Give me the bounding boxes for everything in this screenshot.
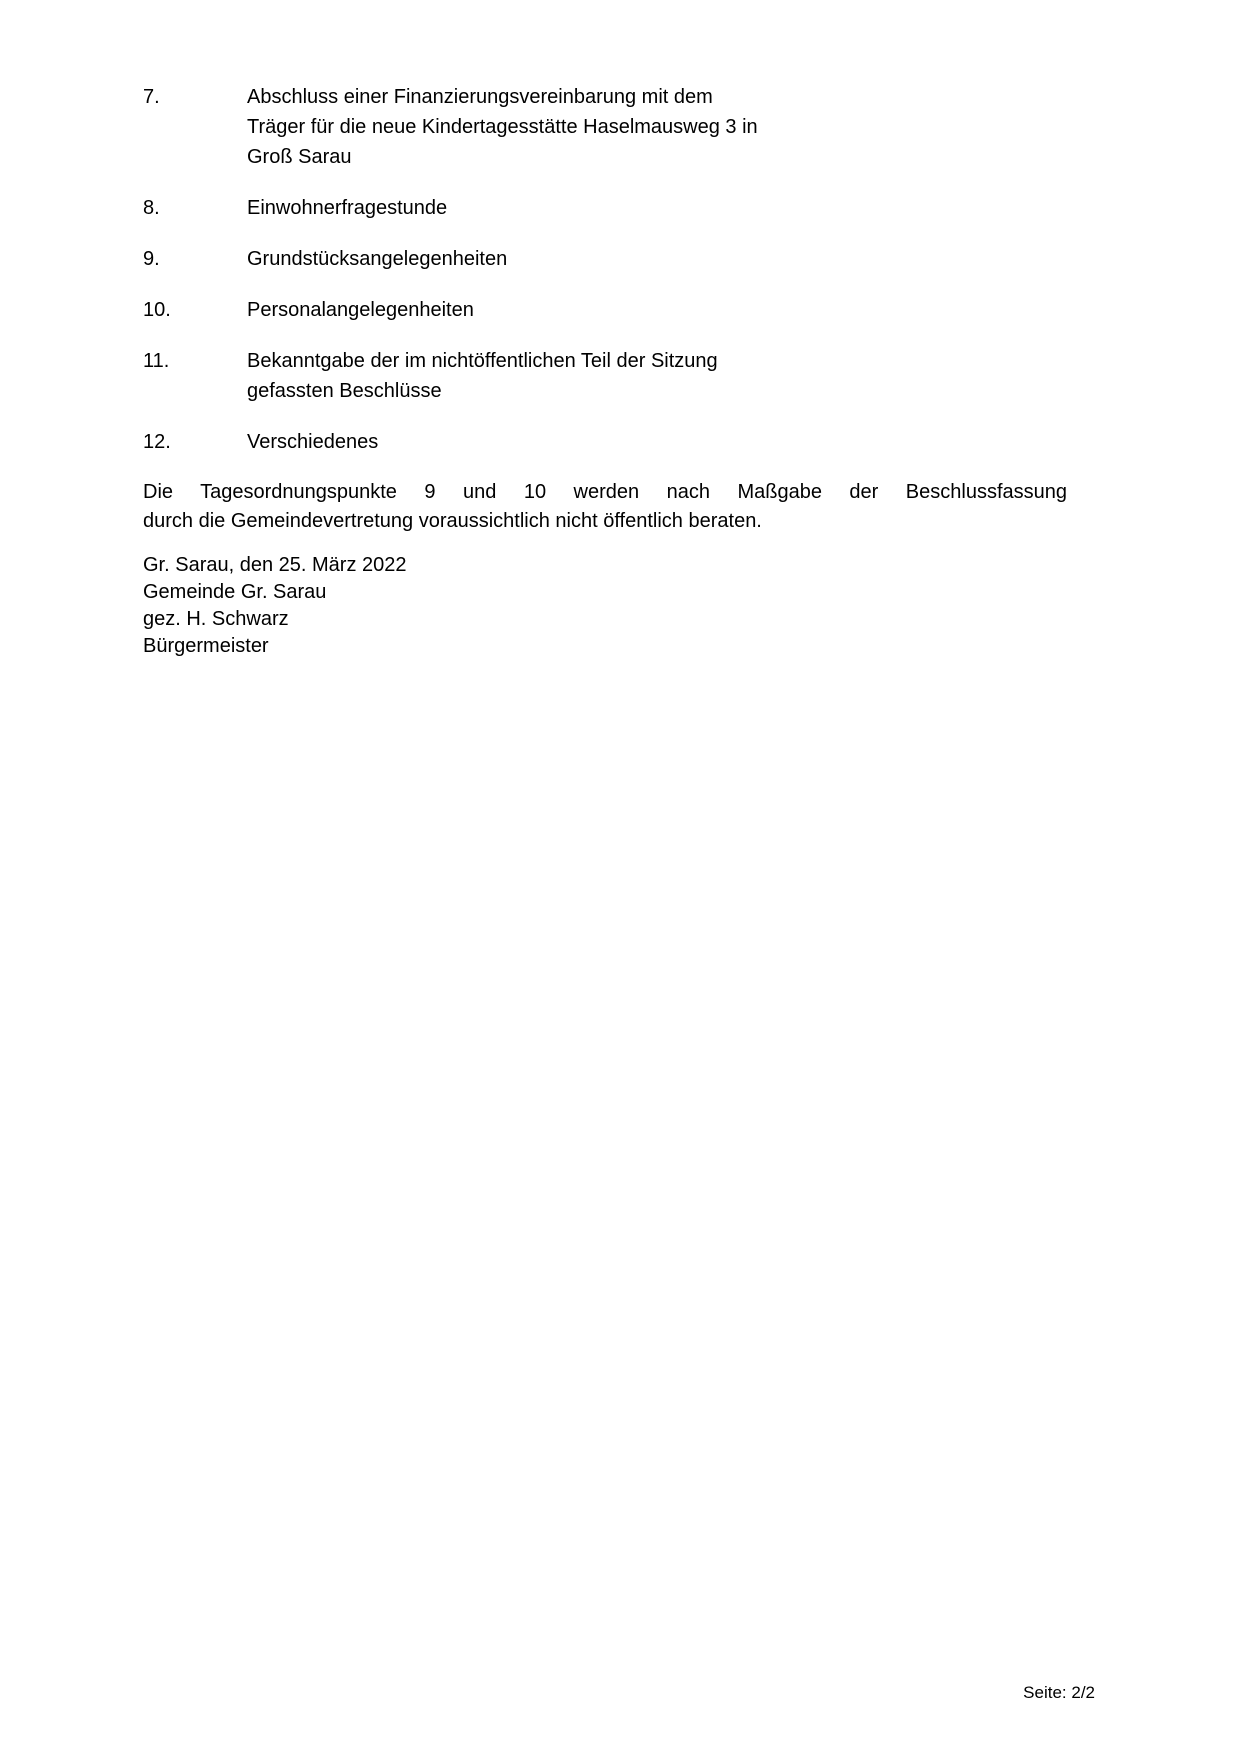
agenda-item-8 [143, 193, 1067, 223]
agenda-item-number: 10. [143, 299, 171, 321]
text-line: Träger für die neue Kindertagesstätte Haselmausweg 3 in [247, 116, 758, 138]
text-line: Abschluss einer Finanzierungsvereinbarung mit dem [247, 86, 713, 108]
agenda-item-text [247, 427, 1067, 457]
signature-block [143, 552, 1067, 660]
text-line: Bekanntgabe der im nichtöffentlichen Teil der Sitzung [247, 350, 718, 372]
agenda-item-text [247, 244, 1067, 274]
agenda-item-10 [143, 295, 1067, 325]
agenda-item-9 [143, 244, 1067, 274]
agenda-item-number: 8. [143, 197, 160, 219]
agenda-item-7 [143, 82, 1067, 172]
text-line: gefassten Beschlüsse [247, 380, 442, 402]
agenda-item-number: 9. [143, 248, 160, 270]
agenda-item-number: 12. [143, 431, 171, 453]
text-line: Grundstücksangelegenheiten [247, 248, 508, 270]
text-line: Personalangelegenheiten [247, 299, 474, 321]
agenda-item-number: 7. [143, 86, 160, 108]
text-line: Groß Sarau [247, 146, 352, 168]
text-line: Verschiedenes [247, 431, 379, 453]
note-line: Die Tagesordnungspunkte 9 und 10 werden nach Maßgabe der Beschlussfassung [143, 481, 1067, 503]
signature-role: Bürgermeister [143, 635, 269, 657]
agenda-item-text [247, 82, 1067, 172]
note-line: durch die Gemeindevertretung voraussichtlich nicht öffentlich beraten. [143, 510, 762, 532]
agenda-item-text [247, 193, 1067, 223]
signature-signed-by: gez. H. Schwarz [143, 608, 289, 630]
agenda-item-12 [143, 427, 1067, 457]
agenda-item-text [247, 295, 1067, 325]
agenda-item-11 [143, 346, 1067, 406]
note-paragraph [143, 478, 1067, 536]
agenda-item-number: 11. [143, 350, 170, 372]
signature-place-date: Gr. Sarau, den 25. März 2022 [143, 554, 407, 576]
document-content [143, 82, 1067, 660]
page-number-label: Seite: 2/2 [1023, 1683, 1095, 1702]
text-line: Einwohnerfragestunde [247, 197, 448, 219]
signature-organization: Gemeinde Gr. Sarau [143, 581, 327, 603]
agenda-item-text [247, 346, 1067, 406]
